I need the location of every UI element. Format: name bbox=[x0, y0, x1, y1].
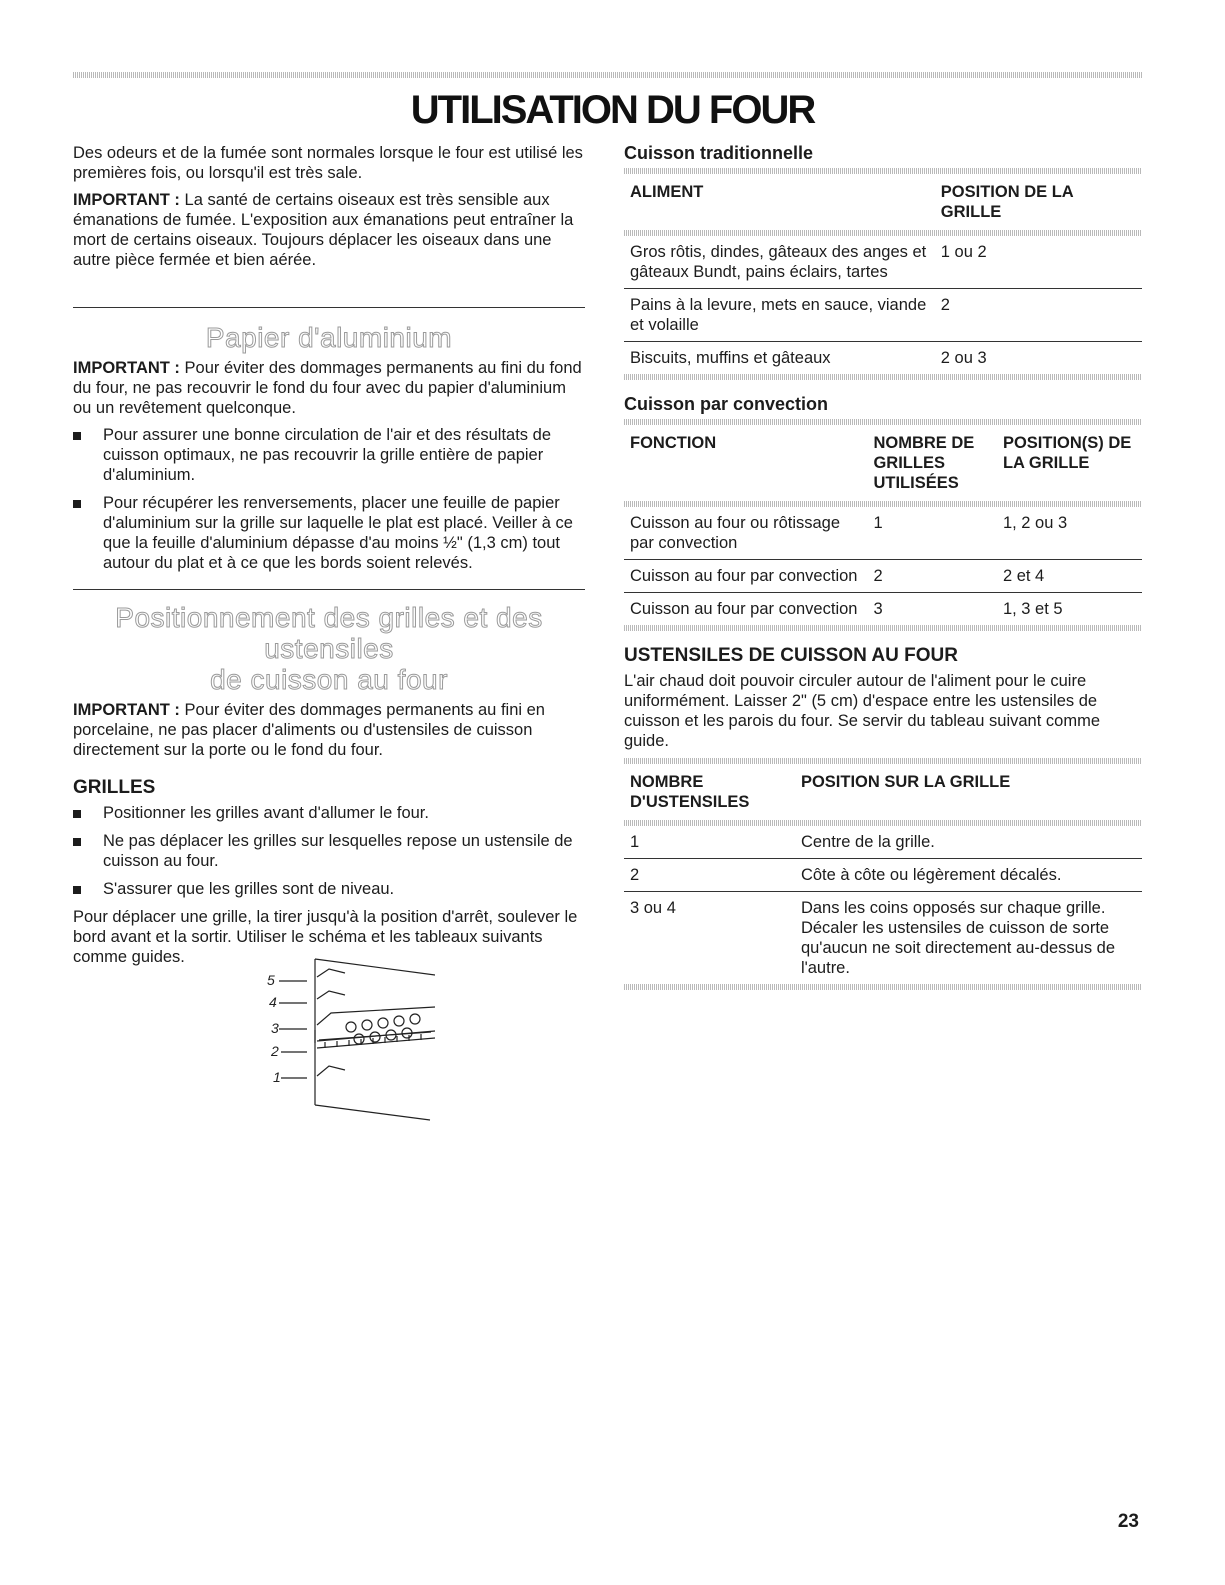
page-title: UTILISATION DU FOUR bbox=[410, 88, 815, 132]
list-item: Pour assurer une bonne circulation de l'air et des résultats de cuisson optimaux, ne pas recouvrir la grille entière de papier d'aluminium. bbox=[73, 425, 585, 485]
table-row bbox=[624, 560, 1142, 593]
table-cell: 1 bbox=[873, 514, 883, 532]
column-header: NOMBRE D'USTENSILES bbox=[630, 773, 750, 811]
table-header-rule bbox=[624, 820, 1142, 826]
positioning-important bbox=[73, 700, 585, 760]
table-cell: Pains à la levure, mets en sauce, viande et volaille bbox=[624, 289, 935, 342]
grilles-closing-paragraph: Pour déplacer une grille, la tirer jusqu'à la position d'arrêt, soulever le bord avant et la sortir. Utiliser le schéma et les tableaux suivants comme guides. bbox=[73, 908, 578, 966]
table-header-row bbox=[624, 425, 1142, 501]
positioning-heading-line1: Positionnement des grilles et des ustensiles bbox=[115, 602, 543, 664]
intro-paragraph: Des odeurs et de la fumée sont normales lorsque le four est utilisé les premières fois, ou lorsqu'il est très sale. bbox=[73, 144, 583, 182]
convection-table bbox=[624, 419, 1142, 631]
table-cell: 2 et 4 bbox=[997, 560, 1142, 593]
foil-bullet-list bbox=[73, 425, 585, 573]
table-cell: 3 bbox=[867, 593, 997, 626]
list-item: Pour récupérer les renversements, placer une feuille de papier d'aluminium sur la grille sur laquelle le plat est placé. Veiller à ce que la feuille d'aluminium dépasse d'au moins ½" (1,3 cm) tout autour du plat et à ce que les bords soient relevés. bbox=[73, 493, 585, 573]
table-bottom-rule bbox=[624, 625, 1142, 631]
table-cell: Côte à côte ou légèrement décalés. bbox=[795, 859, 1142, 892]
foil-important bbox=[73, 358, 585, 418]
table-row bbox=[624, 892, 1142, 985]
intro-important bbox=[73, 190, 585, 270]
right-column bbox=[624, 143, 1142, 990]
rack-label-1: 1 bbox=[273, 1069, 281, 1085]
table-header-rule bbox=[624, 501, 1142, 507]
column-header: ALIMENT bbox=[630, 183, 704, 201]
important-text: Pour éviter des dommages permanents au fini en porcelaine, ne pas placer d'aliments ou d'ustensiles de cuisson directement sur la porte ou le fond du four. bbox=[73, 701, 545, 759]
rack-label-3: 3 bbox=[271, 1020, 279, 1036]
important-text: La santé de certains oiseaux est très sensible aux émanations de fumée. L'exposition aux émanations peut entraîner la mort de certains oiseaux. Toujours déplacer les oiseaux dans une autre pièce fermée et bien aérée. bbox=[73, 191, 574, 269]
important-text: Pour éviter des dommages permanents au fini du fond du four, ne pas recouvrir le fond du four avec du papier d'aluminium ou un revêtement quelconque. bbox=[73, 359, 582, 417]
column-header: NOMBRE DE GRILLES UTILISÉES bbox=[873, 434, 975, 492]
cookware-table bbox=[624, 758, 1142, 990]
table-row bbox=[624, 289, 1142, 342]
table-row bbox=[624, 236, 1142, 289]
rack-label-5: 5 bbox=[267, 972, 275, 988]
table-row bbox=[624, 826, 1142, 859]
column-header: POSITION SUR LA GRILLE bbox=[800, 773, 1011, 791]
table-top-rule bbox=[624, 758, 1142, 764]
positioning-heading-line2: de cuisson au four bbox=[210, 664, 448, 695]
table-top-rule bbox=[624, 168, 1142, 174]
list-item: S'assurer que les grilles sont de niveau. bbox=[73, 879, 585, 899]
traditional-table bbox=[624, 168, 1142, 380]
grilles-heading: GRILLES bbox=[73, 777, 156, 798]
table-header-row bbox=[624, 764, 1142, 820]
convection-heading: Cuisson par convection bbox=[624, 394, 829, 414]
table-cell: 1 bbox=[630, 833, 640, 851]
table-cell: Cuisson au four par convection bbox=[624, 560, 867, 593]
rack-label-4: 4 bbox=[269, 994, 277, 1010]
cookware-heading: USTENSILES DE CUISSON AU FOUR bbox=[624, 645, 958, 666]
table-row bbox=[624, 507, 1142, 560]
top-rule bbox=[73, 72, 1143, 78]
table-cell: 2 bbox=[624, 859, 795, 892]
table-cell: Gros rôtis, dindes, gâteaux des anges et gâteaux Bundt, pains éclairs, tartes bbox=[630, 243, 927, 281]
foil-heading: Papier d'aluminium bbox=[205, 322, 453, 353]
table-cell: 1 ou 2 bbox=[940, 243, 987, 261]
column-header: POSITION DE LA GRILLE bbox=[940, 183, 1074, 221]
traditional-heading: Cuisson traditionnelle bbox=[624, 143, 814, 163]
table-row bbox=[624, 593, 1142, 626]
table-cell: 3 ou 4 bbox=[624, 892, 795, 985]
table-cell: Dans les coins opposés sur chaque grille. Décaler les ustensiles de cuisson de sorte qu'aucun ne soit directement au-dessus de l'autre. bbox=[795, 892, 1142, 985]
table-cell: 2 bbox=[935, 289, 1142, 342]
table-cell: 1, 2 ou 3 bbox=[1002, 514, 1068, 532]
important-label: IMPORTANT : bbox=[73, 191, 180, 209]
table-row bbox=[624, 859, 1142, 892]
column-header: FONCTION bbox=[630, 434, 717, 452]
table-cell: Centre de la grille. bbox=[800, 833, 935, 851]
important-label: IMPORTANT : bbox=[73, 701, 180, 719]
list-item: Positionner les grilles avant d'allumer le four. bbox=[73, 803, 585, 823]
table-cell: 2 ou 3 bbox=[935, 342, 1142, 375]
oven-rack-diagram-lower bbox=[255, 1030, 435, 1125]
table-header-row bbox=[624, 174, 1142, 230]
cookware-paragraph: L'air chaud doit pouvoir circuler autour de l'aliment pour le cuire uniformément. Laisser 2" (5 cm) d'espace entre les ustensiles de cuisson et les parois du four. Se servir du tableau suivant comme guide. bbox=[624, 672, 1100, 750]
table-row bbox=[624, 342, 1142, 375]
table-bottom-rule bbox=[624, 374, 1142, 380]
table-cell: Biscuits, muffins et gâteaux bbox=[624, 342, 935, 375]
table-top-rule bbox=[624, 419, 1142, 425]
table-header-rule bbox=[624, 230, 1142, 236]
grilles-bullet-list bbox=[73, 803, 585, 899]
table-cell: 1, 3 et 5 bbox=[997, 593, 1142, 626]
list-item: Ne pas déplacer les grilles sur lesquelles repose un ustensile de cuisson au four. bbox=[73, 831, 585, 871]
column-header: POSITION(S) DE LA GRILLE bbox=[1002, 434, 1132, 472]
table-cell: Cuisson au four ou rôtissage par convection bbox=[630, 514, 841, 552]
table-cell: Cuisson au four par convection bbox=[624, 593, 867, 626]
rack-label-2: 2 bbox=[271, 1043, 279, 1059]
page-number: 23 bbox=[1117, 1511, 1139, 1532]
table-cell: 2 bbox=[867, 560, 997, 593]
important-label: IMPORTANT : bbox=[73, 359, 180, 377]
left-column bbox=[73, 143, 585, 974]
table-bottom-rule bbox=[624, 984, 1142, 990]
